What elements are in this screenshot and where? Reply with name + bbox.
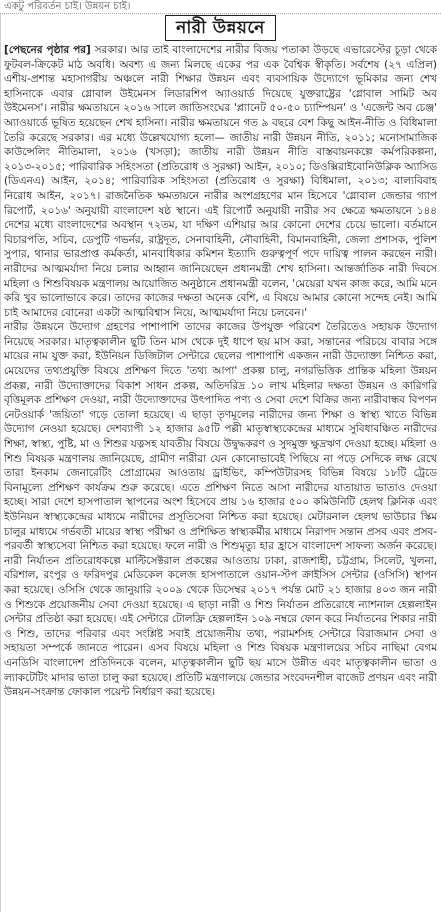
headline-area [0,14,441,41]
article-headline: নারী উন্নয়নে [165,15,276,41]
continued-from-tag: [পেছনের পৃষ্ঠার পর] [4,44,91,56]
article-paragraph-2 [4,320,437,699]
previous-article-tail: একটু পরিবর্তন চাই। উন্নয়ন চাই। [0,0,441,14]
paragraph-text: নারীর উন্নয়নে উদ্যোগ গ্রহণের পাশাপাশি তাদের কাজের উপযুক্ত পরিবেশ তৈরিতেও সহায়ক উদ্যোগ নিয়েছে সরকার। মাতৃত্বকালীন ছুটি তিন মাস থেকে দুই ধাপে ছয় মাস করা, সন্তানের পরিচয়ে বাবার সঙ্গে মায়ের নাম যুক্ত করা, ইউনিয়ন ডিজিটাল সেন্টারে ছেলের পাশাপাশি একজন নারী উদ্যোক্তা নিশ্চিত করা, মেয়েদের তথ্যপ্রযুক্তি বিষয়ে প্রশিক্ষণ দিতে 'তথ্য আপা' প্রকল্প চালু, নগরভিত্তিক প্রান্তিক মহিলা উন্নয়ন প্রকল্প, নারী উদ্যোক্তাদের বিকাশ সাধন প্রকল্প, অতিদরিদ্র ১০ লাখ মহিলার দক্ষতা উন্নয়ন ও কারিগরি বৃত্তিমূলক প্রশিক্ষণ দেওয়া, নারী উদ্যোক্তাদের উৎপাদিত পণ্য ও সেবা দেশে বিক্রির জন্য নারীবান্ধব বিপণন নেটওয়ার্ক 'জয়িতা' গড়ে তোলা হয়েছে। এ ছাড়া তৃণমূলের নারীদের জন্য শিক্ষা ও স্বাস্থ্য খাতে বিভিন্ন উদ্যোগ নেওয়া হয়েছে। দেশব্যাপী ১২ হাজার ৯৫টি পল্লী মাতৃস্বাস্থ্যকেন্দ্রের মাধ্যমে সুবিধাবঞ্চিত নারীদের শিক্ষা, স্বাস্থ্য, পুষ্টি, মা ও শিশুর যত্নসহ যাবতীয় বিষয়ে উদ্বুদ্ধকরণ ও সুদমুক্ত ক্ষুদ্রঋণ দেওয়া হচ্ছে। মহিলা ও শিশু বিষয়ক মন্ত্রণালয় জানিয়েছে, গ্রামীণ নারীরা যেন কোনোভাবেই পিছিয়ে না পড়ে সেদিকে লক্ষ রেখে তারা ইনকাম জেনারেটিং প্রোগ্রামের আওতায় ড্রাইভিং, কম্পিউটারসহ বিভিন্ন বিষয়ে ১৮টি ট্রেডে বিনামূল্যে প্রশিক্ষণ কার্যক্রম শুরু করেছে। এতে প্রশিক্ষণ নিতে আসা নারীদের যাতায়াত ভাতাও দেওয়া হচ্ছে। সারা দেশে হাসপাতাল স্থাপনের অংশ হিসেবে প্রায় ১৬ হাজার ৫০০ কমিউনিটি হেলথ ক্লিনিক এবং ইউনিয়ন স্বাস্থ্যকেন্দ্রের মাধ্যমে নারীদের প্রসূতিসেবা নিশ্চিত করা হয়েছে। মেটারনাল হেলথ ভাউচার স্কিম চালুর মাধ্যমে গর্ভবতী মায়ের স্বাস্থ্য পরীক্ষা ও প্রশিক্ষিত স্বাস্থ্যকর্মীর মাধ্যমে নিরাপদ সন্তান প্রসব এবং প্রসব-পরবর্তী স্বাস্থ্যসেবা নিশ্চিত করা হয়েছে। ফলে নারী ও শিশুমৃত্যু হার হ্রাসে বাংলাদেশ সাফল্য অর্জন করেছে। নারী নির্যাতন প্রতিরোধকল্পে মাল্টিসেক্টরাল প্রকল্পের আওতায় ঢাকা, রাজশাহী, চট্টগ্রাম, সিলেট, খুলনা, বরিশাল, রংপুর ও ফরিদপুর মেডিকেল কলেজ হাসপাতালে ওয়ান-স্টপ ক্রাইসিস সেন্টার (ওসিসি) স্থাপন করা হয়েছে। ওসিসি থেকে জানুয়ারি ২০০৯ থেকে ডিসেম্বর ২০১৭ পর্যন্ত মোট ২১ হাজার ৪০৩ জন নারী ও শিশুকে প্রয়োজনীয় সেবা দেওয়া হয়েছে। এ ছাড়া নারী ও শিশু নির্যাতন প্রতিরোধে ন্যাশনাল হেল্পলাইন সেন্টার প্রতিষ্ঠা করা হয়েছে। এই সেন্টারে টোলফ্রি হেল্পলাইন ১০৯ নম্বরে ফোন করে নির্যাতনের শিকার নারী ও শিশু, তাদের পরিবার এবং সংশ্লিষ্ট সবাই প্রয়োজনীয় তথ্য, পরামর্শসহ সেন্টারে বিরাজমান সেবা ও সহায়তা সম্পর্কে জানতে পারেন। এসব বিষয়ে মহিলা ও শিশু বিষয়ক মন্ত্রণালয়ের সচিব নাছিমা বেগম এনডিসি বাংলাদেশ প্রতিদিনকে বলেন, মাতৃত্বকালীন ছুটি ছয় মাসে উন্নীত এবং মাতৃত্বকালীন ভাতা ও ল্যাকটেটিং মাদার ভাতা চালু করা হয়েছে। প্রতিটি মন্ত্রণালয়ে জেন্ডার সংবেদনশীল বাজেট প্রণয়ন এবং নারী উন্নয়ন-সংক্রান্ত ফোকাল পয়েন্ট নির্ধারণ করা হয়েছে। [4,321,437,699]
column-rule [0,14,1,912]
paragraph-text: সরকার। আর তাই বাংলাদেশের নারীর বিজয় পতাকা উড়ছে এভারেস্টের চূড়া থেকে ফুটবল-ক্রিকেট মাঠ অবধি। অবশ্য এ জন্য মিলছে একের পর এক বৈশ্বিক স্বীকৃতি। সর্বশেষ (২৭ এপ্রিল) এশীয়-প্রশান্ত মহাসাগরীয় অঞ্চলে নারী শিক্ষার উন্নয়ন এবং ব্যবসায়িক উদ্যোগে ভূমিকার জন্য শেখ হাসিনাকে এবার গ্লোবাল উইমেনস লিডারশিপ অ্যাওয়ার্ড দিয়েছে যুক্তরাষ্ট্রের 'গ্লোবাল সামিট অব উইমেনস'। নারীর ক্ষমতায়নে ২০১৬ সালে জাতিসংঘের 'প্ল্যানেট ৫০-৫০ চ্যাম্পিয়ন' ও 'এজেন্ট অব চেঞ্জ' অ্যাওয়ার্ডে ভূষিত হয়েছেন শেখ হাসিনা। নারীর ক্ষমতায়নে গত ৯ বছরে বেশ কিছু আইন-নীতি ও বিধিমালা তৈরি করেছে সরকার। এর মধ্যে উল্লেখযোগ্য হলো— জাতীয় নারী উন্নয়ন নীতি, ২০১১; মনোসামাজিক কাউন্সেলিং নীতিমালা, ২০১৬ (খসড়া); জাতীয় নারী উন্নয়ন নীতি বাস্তবায়নকল্পে কর্মপরিকল্পনা, ২০১৩-২০১৫; পারিবারিক সহিংসতা (প্রতিরোধ ও সুরক্ষা) আইন, ২০১০; ডিওক্সিরাইবোনিউক্লিক অ্যাসিড (ডিএনএ) আইন, ২০১৪; পারিবারিক সহিংসতা (প্রতিরোধ ও সুরক্ষা) বিধিমালা, ২০১৩; বাল্যবিবাহ নিরোধ আইন, ২০১৭। রাজনৈতিক ক্ষমতায়নে নারীর অংশগ্রহণের মান হিসেবে 'গ্লোবাল জেন্ডার গ্যাপ রিপোর্ট, ২০১৬' অনুযায়ী বাংলাদেশ ষষ্ঠ স্থানে। এই রিপোর্ট অনুযায়ী নারীর সব ক্ষেত্রে ক্ষমতায়নে ১৪৪ দেশের মধ্যে বাংলাদেশের অবস্থান ৭২তম, যা দক্ষিণ এশিয়ার আর কোনো দেশের চেয়ে ভালো। বর্তমানে বিচারপতি, সচিব, ডেপুটি গভর্নর, রাষ্ট্রদূত, সেনাবাহিনী, নৌবাহিনী, বিমানবাহিনী, জেলা প্রশাসক, পুলিশ সুপার, থানার ভারপ্রাপ্ত কর্মকর্তা, মানবাধিকার কমিশন ইত্যাদি গুরুত্বপূর্ণ পদে দায়িত্ব পালন করছেন নারী। নারীদের আত্মমর্যাদা নিয়ে চলার আহ্বান জানিয়েছেন প্রধানমন্ত্রী শেখ হাসিনা। আন্তর্জাতিক নারী দিবসে মহিলা ও শিশুবিষয়ক মন্ত্রণালয় আয়োজিত অনুষ্ঠানে প্রধানমন্ত্রী বলেন, 'মেয়েরা যখন কাজ করে, আমি মনে করি খুব ভালোভাবে করে। তাদের কাজের দক্ষতা অনেক বেশি, এ বিষয়ে আমার কোনো সন্দেহ নেই। আমি চাই আমাদের বোনেরা একটা আত্মবিশ্বাস নিয়ে, আত্মমর্যাদা নিয়ে চলবেন।' [4,44,437,319]
article-body [4,43,437,909]
article-paragraph-1 [4,43,437,320]
